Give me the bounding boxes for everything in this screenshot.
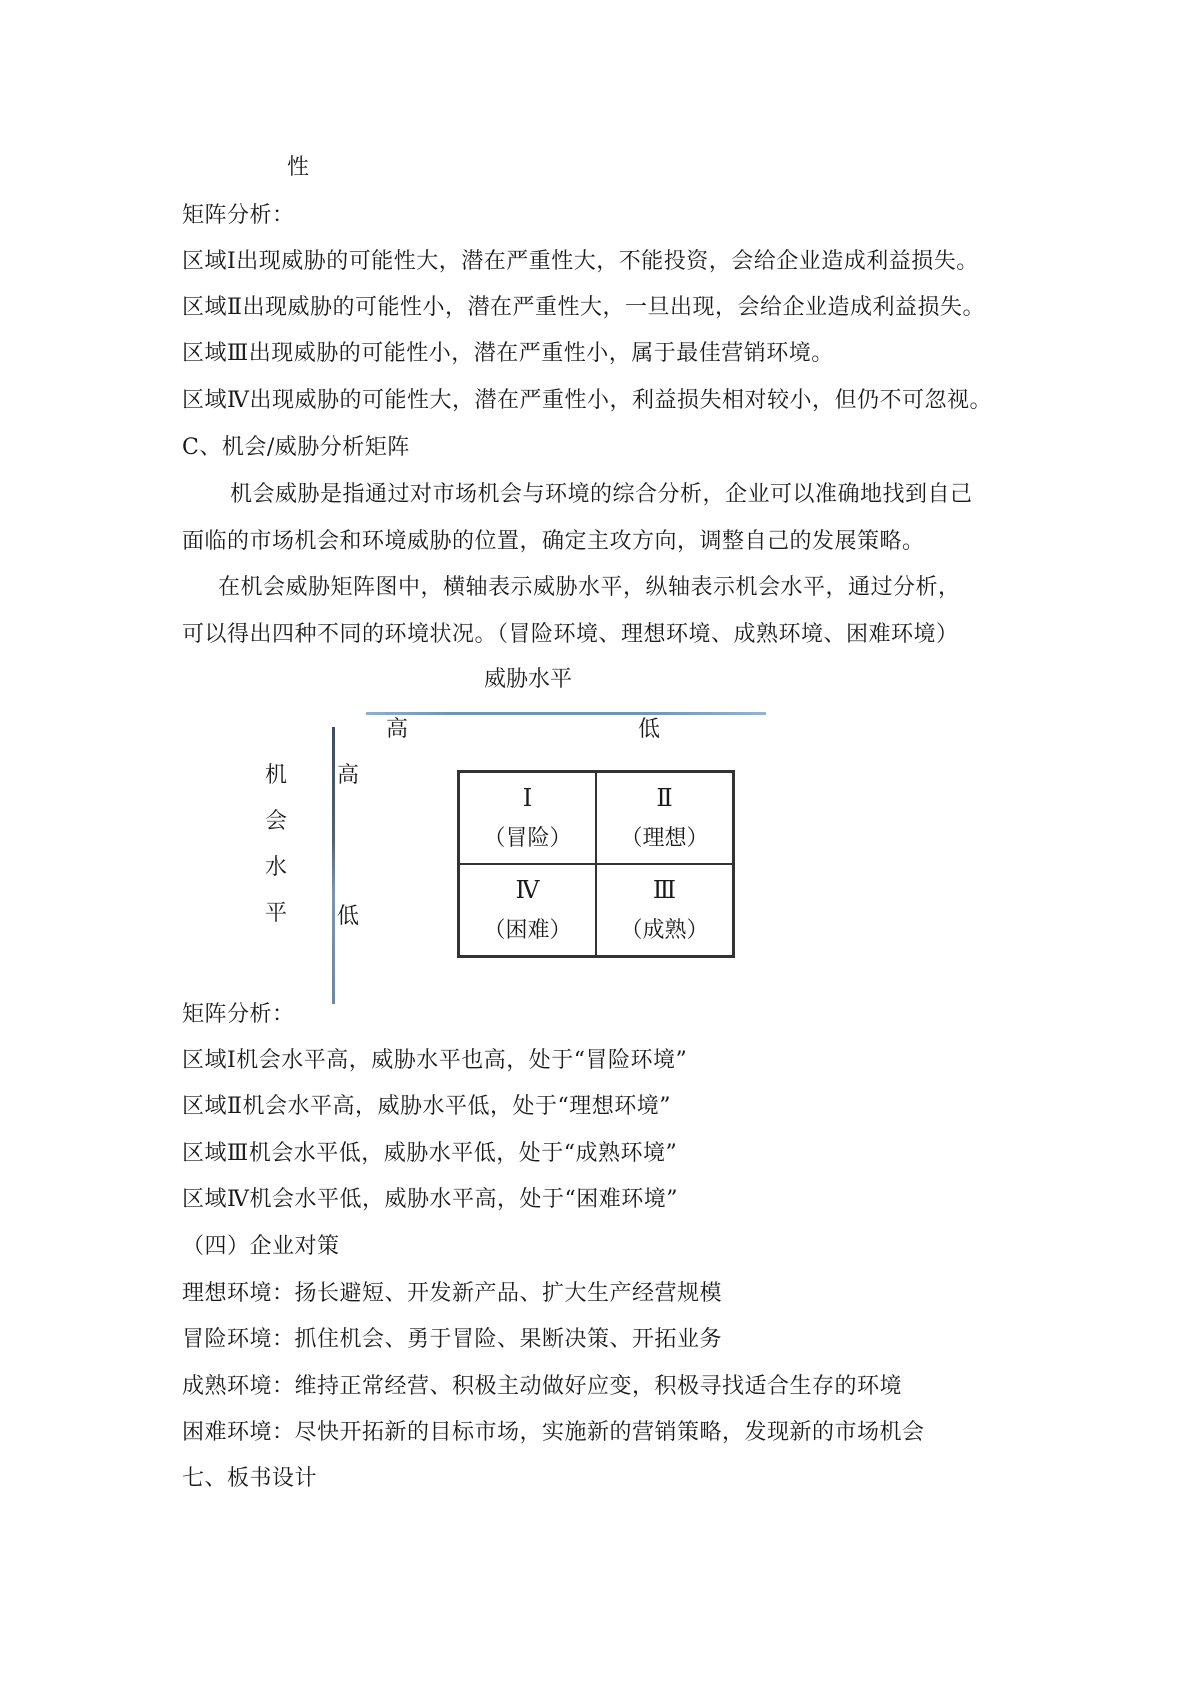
region-analysis-item: 区域Ⅰ出现威胁的可能性大，潜在严重性大，不能投资，会给企业造成利益损失。 [182, 249, 979, 274]
y-axis-title-char: 水 [265, 855, 288, 880]
region-environment-item: 区域Ⅳ机会水平低，威胁水平高，处于“困难环境” [182, 1187, 678, 1212]
y-axis-low-label: 低 [337, 904, 360, 929]
region-environment-item: 区域Ⅱ机会水平高，威胁水平低，处于“理想环境” [182, 1094, 671, 1119]
y-axis-title-char: 机 [265, 763, 288, 788]
cell-numeral: Ⅲ [652, 875, 677, 904]
matrix-cell-adventure [459, 772, 596, 864]
strategy-item: 困难环境：尽快开拓新的目标市场，实施新的营销策略，发现新的市场机会 [182, 1420, 925, 1445]
y-axis-title-char: 会 [265, 809, 288, 834]
y-axis-title-char: 平 [265, 901, 288, 926]
matrix-analysis-heading-1: 矩阵分析： [182, 203, 295, 228]
y-axis-line [332, 727, 335, 1004]
region-environment-item: 区域Ⅲ机会水平低，威胁水平低，处于“成熟环境” [182, 1141, 678, 1166]
matrix-cell-difficult [459, 864, 596, 956]
paragraph-2-line-1: 在机会威胁矩阵图中，横轴表示威胁水平，纵轴表示机会水平，通过分析， [218, 575, 961, 600]
paragraph-2-line-2: 可以得出四种不同的环境状况。（冒险环境、理想环境、成熟环境、困难环境） [182, 622, 959, 647]
strategy-item: 理想环境：扬长避短、开发新产品、扩大生产经营规模 [182, 1281, 723, 1306]
section-4-heading: （四）企业对策 [182, 1234, 340, 1259]
cell-label: （困难） [483, 918, 572, 944]
cell-label: （成熟） [620, 918, 709, 944]
cell-numeral: Ⅱ [656, 783, 673, 812]
top-fragment: 性 [287, 155, 310, 180]
cell-label: （冒险） [483, 826, 572, 852]
paragraph-1-line-1: 机会威胁是指通过对市场机会与环境的综合分析，企业可以准确地找到自己 [230, 482, 973, 507]
x-axis-title: 威胁水平 [484, 667, 573, 692]
x-axis-low-label: 低 [638, 717, 661, 742]
section-7-heading: 七、板书设计 [182, 1466, 318, 1491]
section-c-heading: C、机会/威胁分析矩阵 [182, 435, 410, 460]
cell-label: （理想） [620, 826, 709, 852]
strategy-item: 冒险环境：抓住机会、勇于冒险、果断决策、开拓业务 [182, 1327, 723, 1352]
matrix-cell-mature [596, 864, 733, 956]
paragraph-1-line-2: 面临的市场机会和环境威胁的位置，确定主攻方向，调整自己的发展策略。 [182, 529, 925, 554]
region-analysis-item: 区域Ⅲ出现威胁的可能性小，潜在严重性小，属于最佳营销环境。 [182, 341, 834, 366]
region-analysis-item: 区域Ⅳ出现威胁的可能性大，潜在严重性小，利益损失相对较小，但仍不可忽视。 [182, 388, 992, 413]
matrix-analysis-heading-2: 矩阵分析： [182, 1002, 295, 1027]
region-environment-item: 区域Ⅰ机会水平高，威胁水平也高，处于“冒险环境” [182, 1048, 688, 1073]
y-axis-high-label: 高 [337, 763, 360, 788]
region-analysis-item: 区域Ⅱ出现威胁的可能性小，潜在严重性大，一旦出现，会给企业造成利益损失。 [182, 295, 985, 320]
x-axis-high-label: 高 [386, 717, 409, 742]
cell-numeral: Ⅰ [522, 783, 533, 812]
matrix-cell-ideal [596, 772, 733, 864]
matrix-grid [457, 770, 735, 958]
cell-numeral: Ⅳ [515, 875, 540, 904]
x-axis-line [366, 712, 766, 715]
strategy-item: 成熟环境：维持正常经营、积极主动做好应变，积极寻找适合生存的环境 [182, 1374, 903, 1399]
